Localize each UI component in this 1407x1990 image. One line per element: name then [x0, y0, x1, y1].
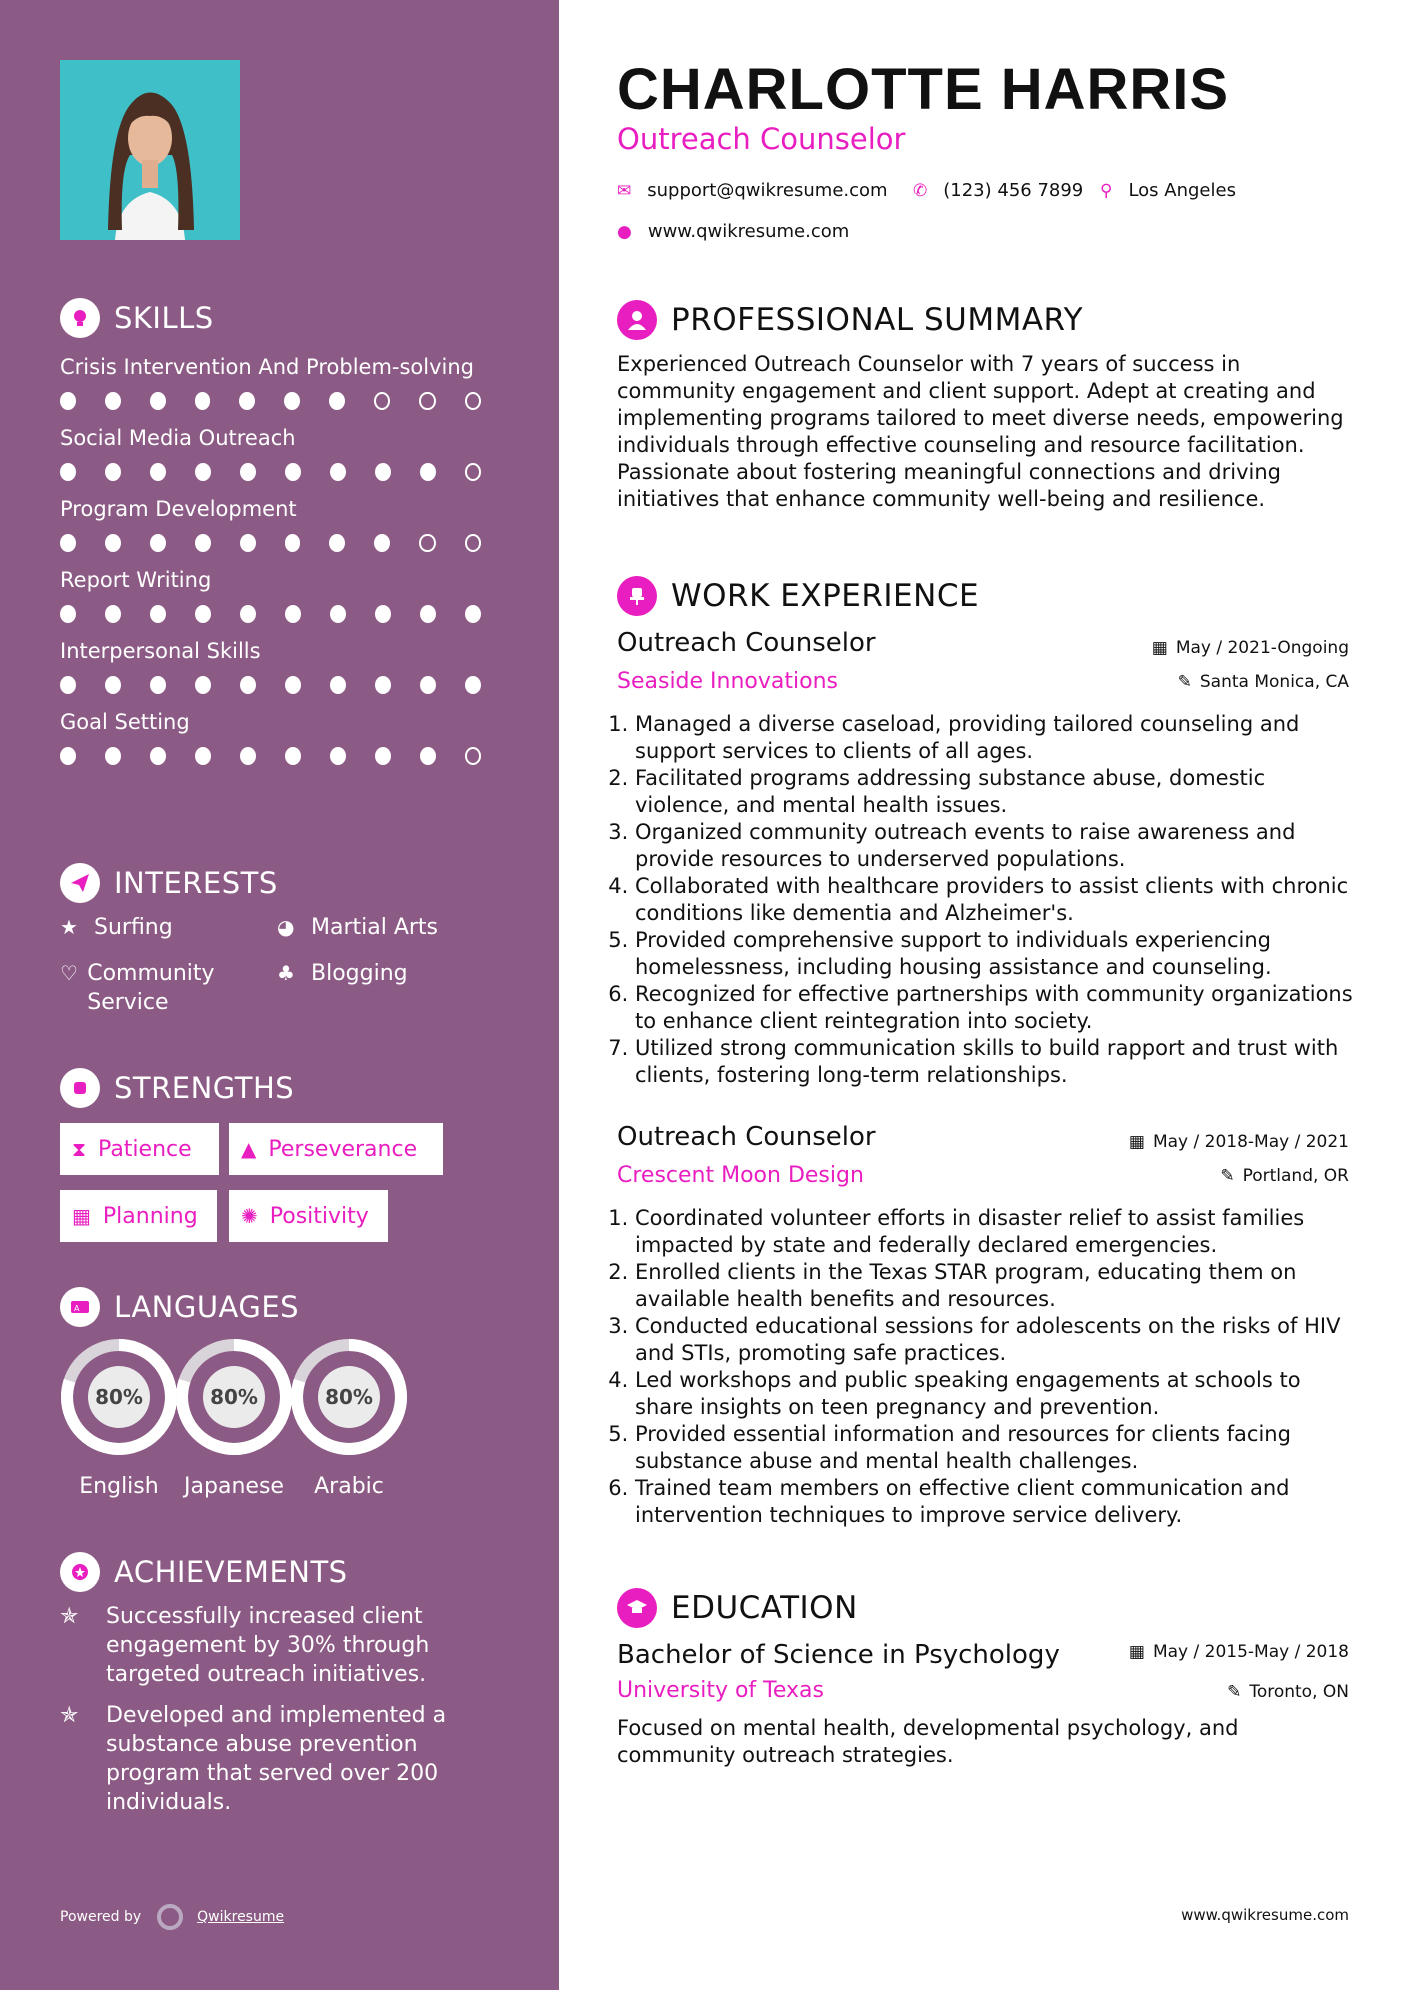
rating-dot-filled — [195, 392, 211, 410]
pin-icon: ✎ — [1177, 672, 1192, 692]
interest-label: Community Service — [87, 961, 215, 1015]
job-company: Crescent Moon Design — [617, 1163, 864, 1188]
skill-item — [60, 494, 510, 552]
experience-title: WORK EXPERIENCE — [671, 578, 980, 614]
languages-heading — [60, 1287, 299, 1327]
rating-dot-filled — [60, 605, 76, 623]
footer-website[interactable]: www.qwikresume.com — [1181, 1906, 1349, 1924]
job-title: Outreach Counselor — [617, 628, 876, 658]
language-item — [173, 1336, 295, 1499]
rating-dot-filled — [60, 534, 76, 552]
sidebar — [0, 0, 559, 1990]
skill-name: Report Writing — [60, 568, 212, 592]
skill-name: Goal Setting — [60, 710, 190, 734]
strength-label: Perseverance — [268, 1136, 418, 1162]
fist-icon — [60, 1068, 100, 1108]
rating-dot-filled — [105, 676, 121, 694]
language-level-ring — [173, 1336, 295, 1458]
location-text: Los Angeles — [1128, 180, 1236, 201]
email-text: support@qwikresume.com — [647, 180, 888, 201]
rating-dot-filled — [240, 605, 256, 623]
phone-text: (123) 456 7899 — [943, 180, 1084, 201]
rating-dot-empty — [465, 463, 481, 481]
achievements-title: ACHIEVEMENTS — [114, 1555, 348, 1589]
skills-list — [60, 352, 510, 778]
rating-dot-filled — [285, 534, 301, 552]
achievements-heading — [60, 1552, 348, 1592]
job-dates-text: May / 2018-May / 2021 — [1152, 1132, 1349, 1152]
rating-dot-filled — [105, 392, 121, 410]
job-location — [1220, 1166, 1349, 1186]
rating-dot-filled — [195, 747, 211, 765]
rating-dot-filled — [195, 676, 211, 694]
profile-photo — [60, 60, 240, 240]
rating-dot-filled — [195, 463, 211, 481]
globe-icon: ◕ — [277, 915, 295, 939]
contact-email[interactable] — [617, 180, 888, 201]
graduation-icon — [617, 1588, 657, 1628]
school: University of Texas — [617, 1678, 824, 1703]
interest-item — [60, 913, 173, 942]
strength-label: Planning — [102, 1203, 198, 1229]
rating-dot-filled — [60, 463, 76, 481]
rating-dot-filled — [330, 463, 346, 481]
duty-item: 2. Enrolled clients in the Texas STAR program, educating them on available health benefits and resources. — [635, 1259, 1357, 1313]
summary-text: Experienced Outreach Counselor with 7 years of success in community engagement and client support. Adept at creating and implementing programs tailored to meet diverse needs, empowering individuals through effective counseling and resource facilitation. Passionate about fostering meaningful connections and driving initiatives that enhance community well-being and resilience. — [617, 352, 1344, 511]
skill-item — [60, 636, 510, 694]
achievement-text: Developed and implemented a substance abuse prevention program that served over 200 individuals. — [106, 1703, 447, 1815]
chair-icon — [617, 576, 657, 616]
job-dates — [1152, 638, 1349, 658]
paper-plane-icon — [60, 863, 100, 903]
job-dates-text: May / 2021-Ongoing — [1175, 638, 1349, 658]
job-title: Outreach Counselor — [617, 1122, 876, 1152]
user-icon — [617, 300, 657, 340]
education-heading — [617, 1588, 858, 1628]
star-icon: ★ — [60, 915, 78, 939]
language-percent: 80% — [318, 1366, 380, 1428]
rating-dot-filled — [150, 392, 166, 410]
rating-dot-filled — [195, 605, 211, 623]
rating-dot-filled — [105, 463, 121, 481]
skill-rating — [60, 676, 510, 694]
rating-dot-filled — [150, 534, 166, 552]
skills-heading — [60, 298, 214, 338]
rating-dot-filled — [420, 676, 436, 694]
rating-dot-filled — [329, 392, 345, 410]
rating-dot-filled — [330, 605, 346, 623]
rating-dot-filled — [465, 676, 481, 694]
strengths-heading — [60, 1068, 294, 1108]
language-percent: 80% — [88, 1366, 150, 1428]
skill-name: Crisis Intervention And Problem-solving — [60, 355, 475, 379]
rating-dot-filled — [330, 676, 346, 694]
star-icon: ✯ — [60, 1703, 79, 1728]
duty-item: 4. Collaborated with healthcare providers to assist clients with chronic conditions like dementia and Alzheimer's. — [635, 873, 1357, 927]
summary-heading — [617, 300, 1083, 340]
powered-by — [60, 1904, 284, 1930]
star-icon: ✯ — [60, 1604, 79, 1629]
education-location-text: Toronto, ON — [1249, 1682, 1349, 1702]
rating-dot-filled — [239, 392, 255, 410]
language-item — [58, 1336, 180, 1499]
rating-dot-filled — [195, 534, 211, 552]
lightbulb-icon — [60, 298, 100, 338]
rating-dot-filled — [240, 676, 256, 694]
education-dates — [1129, 1642, 1349, 1662]
rating-dot-filled — [285, 463, 301, 481]
interest-item — [60, 959, 260, 1017]
skill-rating — [60, 392, 510, 410]
map-pin-icon: ⚲ — [1100, 180, 1113, 201]
rating-dot-filled — [375, 676, 391, 694]
duty-item: 2. Facilitated programs addressing substance abuse, domestic violence, and mental health issues. — [635, 765, 1357, 819]
rating-dot-filled — [465, 605, 481, 623]
skill-item — [60, 565, 510, 623]
strength-badge — [60, 1123, 219, 1175]
rating-dot-filled — [150, 747, 166, 765]
rating-dot-filled — [60, 392, 76, 410]
mountain-icon: ▲ — [241, 1137, 257, 1161]
interest-label: Blogging — [311, 961, 408, 986]
interest-item — [277, 959, 408, 988]
language-name: Japanese — [184, 1474, 284, 1499]
rating-dot-filled — [240, 463, 256, 481]
brand-link[interactable]: Qwikresume — [197, 1909, 285, 1925]
users-icon: ♣ — [277, 961, 295, 985]
rating-dot-filled — [240, 747, 256, 765]
interest-label: Surfing — [94, 915, 173, 940]
globe-icon: ● — [617, 221, 632, 242]
duty-item: 1. Coordinated volunteer efforts in disaster relief to assist families impacted by state and federally declared emergencies. — [635, 1205, 1357, 1259]
candidate-name: CHARLOTTE HARRIS — [617, 57, 1230, 122]
language-item — [288, 1336, 410, 1499]
achievement-item — [60, 1701, 480, 1817]
duty-item: 7. Utilized strong communication skills to build rapport and trust with clients, fostering long-term relationships. — [635, 1035, 1357, 1089]
rating-dot-filled — [150, 605, 166, 623]
duty-item: 5. Provided comprehensive support to individuals experiencing homelessness, including housing assistance and counseling. — [635, 927, 1357, 981]
rating-dot-filled — [375, 463, 391, 481]
interests-heading — [60, 863, 278, 903]
strength-label: Patience — [98, 1136, 192, 1162]
contact-website[interactable] — [617, 221, 849, 242]
education-dates-text: May / 2015-May / 2018 — [1152, 1642, 1349, 1662]
education-title: EDUCATION — [671, 1590, 858, 1626]
rating-dot-filled — [60, 747, 76, 765]
job-dates — [1129, 1132, 1349, 1152]
language-percent: 80% — [203, 1366, 265, 1428]
achievement-text: Successfully increased client engagement by 30% through targeted outreach initiatives. — [106, 1604, 430, 1687]
education-description: Focused on mental health, developmental psychology, and community outreach strategies. — [617, 1716, 1239, 1767]
hand-icon: ♡ — [60, 961, 78, 985]
duty-item: 3. Organized community outreach events to raise awareness and provide resources to underserved populations. — [635, 819, 1357, 873]
skill-rating — [60, 463, 510, 481]
duty-item: 5. Provided essential information and resources for clients facing substance abuse and mental health challenges. — [635, 1421, 1357, 1475]
languages-title: LANGUAGES — [114, 1290, 300, 1324]
rating-dot-filled — [420, 605, 436, 623]
rating-dot-filled — [330, 747, 346, 765]
calendar-icon: ▦ — [1151, 638, 1168, 658]
summary-title: PROFESSIONAL SUMMARY — [671, 302, 1084, 338]
rating-dot-filled — [240, 534, 256, 552]
skills-title: SKILLS — [114, 301, 214, 335]
rating-dot-filled — [150, 676, 166, 694]
hourglass-icon: ⧗ — [72, 1137, 87, 1161]
rating-dot-empty — [465, 534, 481, 552]
strength-badge — [60, 1190, 217, 1242]
skill-name: Program Development — [60, 497, 297, 521]
language-level-ring — [58, 1336, 180, 1458]
rating-dot-filled — [420, 463, 436, 481]
interest-item — [277, 913, 438, 942]
degree: Bachelor of Science in Psychology — [617, 1640, 1060, 1670]
rating-dot-filled — [285, 747, 301, 765]
candidate-title: Outreach Counselor — [617, 122, 906, 156]
rating-dot-filled — [285, 605, 301, 623]
sun-icon: ✺ — [241, 1204, 258, 1228]
skill-rating — [60, 747, 510, 765]
rating-dot-filled — [105, 534, 121, 552]
skill-name: Social Media Outreach — [60, 426, 296, 450]
powered-by-label: Powered by — [60, 1909, 142, 1925]
skill-rating — [60, 605, 510, 623]
rating-dot-filled — [105, 747, 121, 765]
job-location — [1178, 672, 1349, 692]
duty-item: 1. Managed a diverse caseload, providing tailored counseling and support services to clients of all ages. — [635, 711, 1357, 765]
website-text: www.qwikresume.com — [647, 221, 850, 242]
rating-dot-filled — [375, 605, 391, 623]
language-level-ring — [288, 1336, 410, 1458]
duty-item: 4. Led workshops and public speaking engagements at schools to share insights on teen pregnancy and prevention. — [635, 1367, 1357, 1421]
rating-dot-filled — [285, 676, 301, 694]
skill-rating — [60, 534, 510, 552]
phone-icon: ✆ — [913, 180, 928, 201]
job-company: Seaside Innovations — [617, 669, 838, 694]
duty-item: 3. Conducted educational sessions for adolescents on the risks of HIV and STIs, promoting safe practices. — [635, 1313, 1357, 1367]
duty-item: 6. Trained team members on effective client communication and intervention techniques to improve service delivery. — [635, 1475, 1357, 1529]
calendar-icon: ▦ — [1128, 1642, 1145, 1662]
strength-label: Positivity — [269, 1203, 369, 1229]
skill-item — [60, 707, 510, 765]
duty-item: 6. Recognized for effective partnerships with community organizations to enhance client reintegration into society. — [635, 981, 1357, 1035]
skill-name: Interpersonal Skills — [60, 639, 261, 663]
rating-dot-empty — [465, 392, 481, 410]
skill-item — [60, 352, 510, 410]
contact-location — [1100, 180, 1236, 201]
interest-label: Martial Arts — [311, 915, 439, 940]
job-duties — [617, 1205, 1357, 1529]
language-name: English — [79, 1474, 159, 1499]
strength-badge — [229, 1190, 388, 1242]
rating-dot-filled — [60, 676, 76, 694]
svg-text:A: A — [74, 1304, 80, 1313]
pin-icon: ✎ — [1220, 1166, 1235, 1186]
pin-icon: ✎ — [1227, 1682, 1242, 1702]
language-name: Arabic — [314, 1474, 384, 1499]
contact-phone[interactable] — [913, 180, 1083, 201]
education-location — [1227, 1682, 1349, 1702]
rating-dot-filled — [420, 747, 436, 765]
calendar-icon: ▦ — [72, 1204, 91, 1228]
rating-dot-empty — [419, 392, 435, 410]
rating-dot-filled — [150, 463, 166, 481]
rating-dot-empty — [465, 747, 481, 765]
skill-item — [60, 423, 510, 481]
strength-badge — [229, 1123, 443, 1175]
language-icon — [60, 1287, 100, 1327]
rating-dot-filled — [105, 605, 121, 623]
strengths-title: STRENGTHS — [114, 1071, 295, 1105]
job-duties — [617, 711, 1357, 1089]
experience-heading — [617, 576, 979, 616]
job-location-text: Portland, OR — [1242, 1166, 1349, 1186]
job-location-text: Santa Monica, CA — [1199, 672, 1349, 692]
interests-title: INTERESTS — [114, 866, 278, 900]
rating-dot-filled — [284, 392, 300, 410]
rating-dot-empty — [374, 392, 390, 410]
envelope-icon: ✉ — [617, 180, 632, 201]
calendar-icon: ▦ — [1128, 1132, 1145, 1152]
rating-dot-filled — [374, 534, 390, 552]
rating-dot-empty — [419, 534, 435, 552]
achievement-item — [60, 1602, 480, 1689]
qwikresume-logo-icon — [157, 1904, 183, 1930]
medal-icon — [60, 1552, 100, 1592]
rating-dot-filled — [329, 534, 345, 552]
rating-dot-filled — [375, 747, 391, 765]
